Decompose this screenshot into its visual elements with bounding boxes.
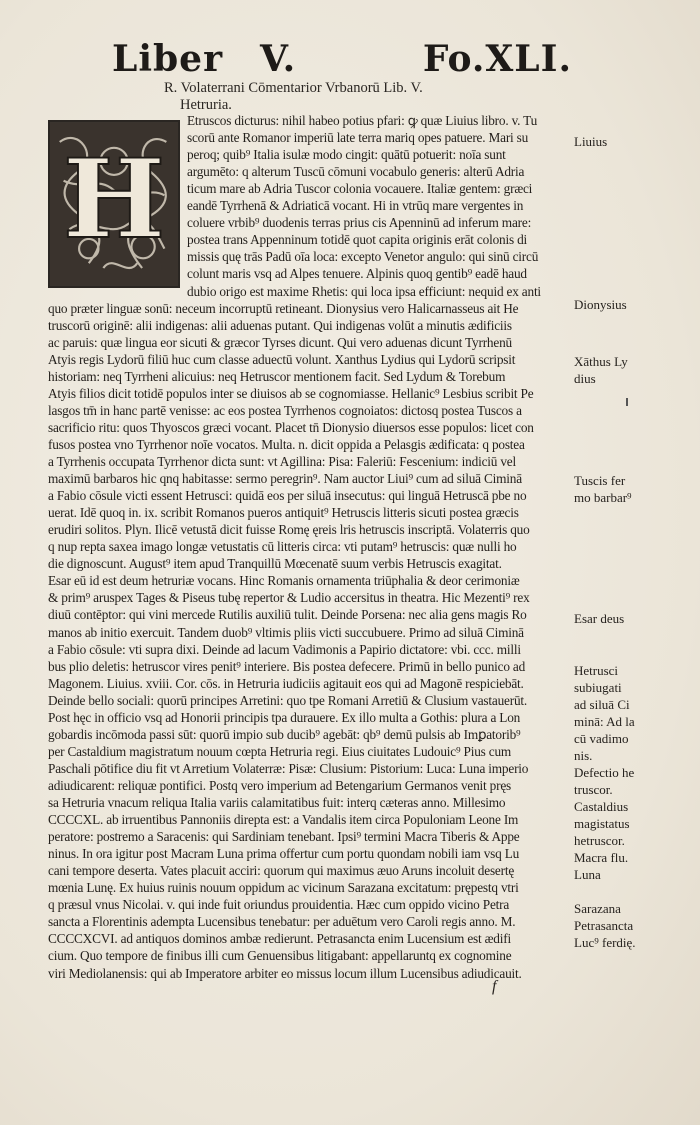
text-line: cium. Quo tempore de finibus illi cum Genuensibus litigabant: appellaruntq ex cognomine <box>48 948 512 964</box>
text-line: ninus. In ora igitur post Macram Luna prima offertur cum portu quondam nobili iam vsq Lu <box>48 846 520 862</box>
header-folio: Fo.XLI. <box>422 38 572 80</box>
header-volume: V. <box>260 38 297 80</box>
text-line: manos ab initio exercuit. Tandem duob⁹ vltimis pliis victi succubuere. Primo ad siluā Ciminā <box>48 624 524 640</box>
text-line: historiam: neq Tyrrheni alicuius: neq Hetruscor mentionem facit. Sed Lydum & Torebum <box>48 368 506 384</box>
text-line: viri Mediolanensis: qui ab Imperatore arbiter eo missus locum illum Lucensibus adiudicauit. <box>48 965 522 981</box>
margin-note: Xāthus Ly <box>574 354 628 369</box>
text-line: Esar eū id est deum hetruriæ vocans. Hinc Romanis ornamenta triūphalia & deor cerimoniæ <box>48 573 520 589</box>
text-line: peroq; quib⁹ Italia isulæ modo cingit: quātū potuerit: noīa sunt <box>187 147 506 163</box>
text-line: ac paruis: quæ lingua eor sicuti & græcor Tyrses dicunt. Qui vero aduenas dicunt Tyrrhenū <box>48 334 512 350</box>
text-line: scorū ante Romanor imperiū late terra mariq opes patuere. Mari su <box>187 130 529 146</box>
text-line: coluere vrbib⁹ duodenis terras prius cis Apenninū ad inferum mare: <box>187 215 532 231</box>
text-line: argumēto: q alterum Tuscū cōmuni vocabulo generis: alterū Adria <box>187 164 525 180</box>
text-line: lasgos tm̄ in hanc partē venisse: ac eos postea Tyrrhenos cognoiatos: dictosq postea Tuscos a <box>48 402 522 418</box>
text-line: q præsul vnus Nicolai. v. qui inde fuit oriundus prouidentia. Hæc cum oppido vicino Petra <box>48 897 510 913</box>
text-line: mœnia Lunę. Ex huius ruinis nouum oppidum ac vicinum Sarazana excitatum: prępestq vtri <box>48 880 519 896</box>
margin-note: Defectio he <box>574 765 635 780</box>
text-line: eandē Tyrrhenā & Adriaticā vocant. Hi in vtrūq mare vergentes in <box>187 198 524 214</box>
text-line: colunt maris vsq ad Alpes tenuere. Alpinis quoq gentib⁹ eadē haud <box>187 266 527 282</box>
margin-note: ad siluā Ci <box>574 697 630 712</box>
text-line: sacrificio ritu: quos Thyoscos græci vocant. Placet tn̄ Dionysio diuersos esse populos: licet con <box>48 419 534 435</box>
margin-note: minā: Ad la <box>574 714 635 729</box>
text-line: erudiri solitos. Plyn. Ilicē vetustā dicit fuisse Romę ęreis lris hetruscis inscriptā. Volaterris quo <box>48 522 530 538</box>
margin-note: hetruscor. <box>574 833 625 848</box>
margin-note: magistatus <box>574 816 630 831</box>
section-title: Hetruria. <box>180 97 232 113</box>
text-line: uerat. Idē quoq in. ix. scribit Romanos pueros antiquit⁹ Hetruscis litteris sicuti postea græcis <box>48 505 519 521</box>
text-line: dubio origo est maxime Rhetis: qui loca ipsa efficiunt: nequid ex anti <box>187 283 541 299</box>
margin-note: truscor. <box>574 782 613 797</box>
text-line: Atyis regis Lydorū filiū huc cum classe aduectū volunt. Xanthus Lydius qui Lydorū scripsit <box>48 351 516 367</box>
text-line: die dignoscunt. August⁹ item apud Tranquillū Mœcenatē suum verbis Hetruscis exagitat. <box>48 556 502 572</box>
text-line: ticum mare ab Adria Tuscor colonia vocauere. Italiæ gentem: græci <box>187 181 533 197</box>
margin-note: Petrasancta <box>574 918 634 933</box>
text-line: sa Hetruria vnacum reliqua Italia variis calamitatibus fuit: interq cæteras anno. Millesimo <box>48 795 506 810</box>
margin-note: mo barbar⁹ <box>574 490 632 505</box>
text-line: Post hęc in officio vsq ad Honorii principis tpa durauere. Ex illo multa a Gothis: plura a Lon <box>48 709 521 725</box>
header-liber: Liber <box>112 38 224 80</box>
running-header <box>112 38 572 84</box>
margin-note: dius <box>574 371 596 386</box>
text-line: a Fabio cōsule: vti supra dixi. Deinde ad lacum Vadimonis a Papirio dictatore: vbi. ccc. milli <box>48 641 521 657</box>
book-subtitle: R. Volaterrani Cōmentarior Vrbanorū Lib. V. <box>164 80 423 96</box>
text-line: a Tyrrhenis occupata Tyrrhenor dicta sunt: vt Agillina: Pisa: Faleriū: Fescenium: indiciū vel <box>48 454 516 469</box>
margin-note: cū vadimo <box>574 731 629 746</box>
margin-note: Dionysius <box>574 297 627 312</box>
text-line: CCCCXCVI. ad antiquos dominos ambæ redierunt. Petrasancta enim Lucensium est ædifi <box>48 931 511 947</box>
text-line: gobardis incōmoda passi sūt: quorū impio sub ducib⁹ agebāt: qb⁹ demū pulsis ab Imꝑatorib⁹ <box>48 726 521 742</box>
text-line: Paschali pōtifice diu fit vt Arretium Volaterræ: Pisæ: Clusium: Pistorium: Luca: Luna imperio <box>48 760 529 776</box>
margin-note: Hetrusci <box>574 663 619 678</box>
margin-note: Sarazana <box>574 901 621 916</box>
margin-note: Macra flu. <box>574 850 629 865</box>
text-line: diuū contēptor: qui vini mercede Rutilis auxiliū tulit. Deinde Porsena: nec alia gens magis Ro <box>48 607 527 623</box>
text-line: cani tempore deserta. Vates placuit acciri: quorum qui maximus æuo Aruns incoluit desertę <box>48 863 515 879</box>
margin-note: Castaldius <box>574 799 629 814</box>
initial-letter: H <box>62 134 166 263</box>
text-line: CCCCXL. ab irruentibus Pannoniis direpta est: a Vandalis item circa Populoniam Leone Im <box>48 812 519 828</box>
signature-mark: f <box>492 978 497 995</box>
text-line: postea trans Appenninum totidē quot capita originis erāt colonis di <box>187 232 528 248</box>
margin-note: nis. <box>574 748 593 763</box>
text-line: maximū barbaros hic qnq habitasse: sermo peregrin⁹. Nam auctor Liui⁹ cum ad siluā Ciminā <box>48 471 522 487</box>
text-line: & prim⁹ aruspex Tages & Piseus tubę repertor & Ludio accersitus in theatra. Hic Mezenti⁹ rex <box>48 590 530 606</box>
text-line: adiudicarent: reliquæ pontifici. Postq vero imperium ad Betengarium Germanos venit pręs <box>48 777 512 793</box>
decorated-initial-h-icon <box>48 120 180 288</box>
text-line: bus plio deletis: hetruscor vires penit⁹ interiere. Bis postea defecere. Primū in bello punico ad <box>48 658 526 674</box>
text-line: fusos postea vno Tyrrhenor noīe vocatos. Multa. n. dicit oppida a Pelasgis ædificata: q postea <box>48 436 525 452</box>
margin-note: Tuscis fer <box>574 473 626 488</box>
text-line: quo præter linguæ sonū: neceum incorruptū retineant. Dionysius vero Halicarnasseus ait He <box>48 300 519 316</box>
text-line: missis quę trās Padū oīa loca: excepto Venetor angulo: qui sinū circū <box>187 249 539 265</box>
text-line: Atyis filios dicit totidē populos inter se diuisos ab se cognomiasse. Hellanic⁹ Lesbius scribit Pe <box>48 385 534 401</box>
text-line: a Fabio cōsule victi essent Hetrusci: quidā eos per siluā insecutus: qui linguā Hetruscā pbe no <box>48 488 527 504</box>
margin-note: Esar deus <box>574 611 625 626</box>
text-line: sancta a Florentinis adempta Lucensibus tenebatur: per aduētum vero Caroli regis anno. M. <box>48 914 516 930</box>
text-line: Etruscos dicturus: nihil habeo potius pfari: ꝙ quæ Liuius libro. v. Tu <box>187 113 538 128</box>
margin-note: subiugati <box>574 680 622 695</box>
text-line: Magonem. Liuius. xviii. Cor. cōs. in Hetruria iudiciis agitauit eos qui ad Magonē respiciebāt. <box>48 675 524 691</box>
text-line: per Castaldium magistratum nouum cœpta Hetruria regi. Eius ciuitates Ludouic⁹ Pius cum <box>48 743 512 759</box>
text-line: Deinde bello sociali: quorū principes Arretini: quo tpe Romani Arretiū & Clusium vastauerūt. <box>48 692 528 708</box>
text-line: peratore: postremo a Saracenis: qui Sardiniam tenebant. Ipsi⁹ termini Macra Tiberis & Appe <box>48 829 520 845</box>
text-line: truscorū originē: alii indigenas: alii aduenas putant. Qui indigenas volūt a minutis ædificiis <box>48 317 512 333</box>
text-line: q nup repta saxea imago longæ vetustatis cū litteris circa: vti putam⁹ hetruscis: quæ nulli ho <box>48 539 517 555</box>
margin-tick <box>626 398 628 406</box>
margin-note: Luc⁹ ferdię. <box>574 935 636 950</box>
margin-note: Liuius <box>574 134 608 149</box>
margin-note: Luna <box>574 867 601 882</box>
